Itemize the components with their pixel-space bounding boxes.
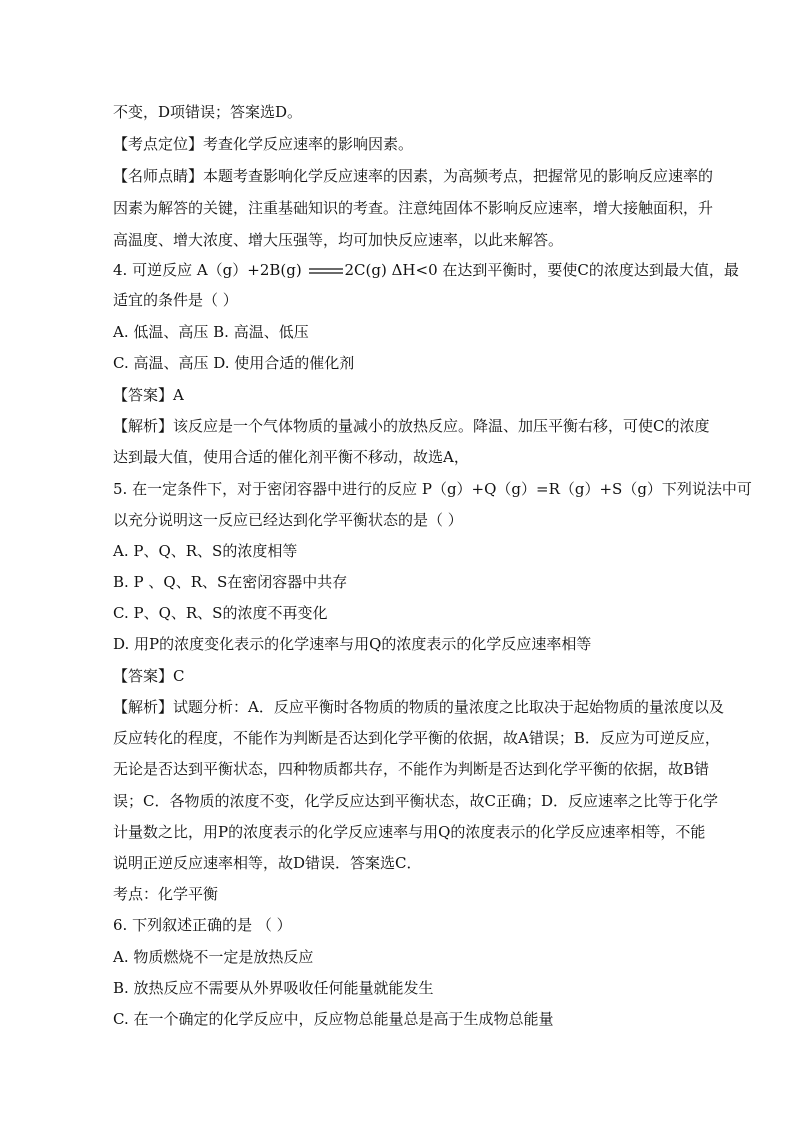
- text-line-mingshi-2: 因素为解答的关键，注重基础知识的考查。注意纯固体不影响反应速率，增大接触面积，升: [113, 199, 714, 217]
- question-5-analysis-2: 反应转化的程度，不能作为判断是否达到化学平衡的依据，故A错误；B．反应为可逆反应，: [113, 729, 720, 747]
- question-4-analysis-2: 达到最大值，使用合适的催化剂平衡不移动，故选A，: [113, 448, 469, 466]
- question-6-option-a: A. 物质燃烧不一定是放热反应: [113, 948, 314, 966]
- question-5-analysis-3: 无论是否达到平衡状态，四种物质都共存，不能作为判断是否达到化学平衡的依据，故B错: [113, 760, 710, 778]
- question-5-option-b: B. P 、Q、R、S在密闭容器中共存: [113, 573, 348, 591]
- question-5-option-d: D. 用P的浓度变化表示的化学速率与用Q的浓度表示的化学反应速率相等: [113, 635, 592, 653]
- text-line-answer-end-prev: 不变，D项错误；答案选D。: [113, 103, 303, 121]
- question-5-analysis-4: 误；C．各物质的浓度不变，化学反应达到平衡状态，故C正确；D．反应速率之比等于化学: [113, 792, 718, 810]
- text-line-mingshi-3: 高温度、增大浓度、增大压强等，均可加快反应速率，以此来解答。: [113, 231, 564, 249]
- question-5-analysis-6: 说明正逆反应速率相等，故D错误．答案选C．: [113, 854, 422, 872]
- equilibrium-arrow-icon: [308, 266, 344, 276]
- question-5-analysis-1: 【解析】试题分析：A．反应平衡时各物质的物质的量浓度之比取决于起始物质的量浓度以及: [113, 698, 724, 716]
- question-5-kaodian: 考点：化学平衡: [113, 885, 219, 903]
- question-4-stem: [113, 254, 739, 286]
- text-line-kaodian: 【考点定位】考查化学反应速率的影响因素。: [113, 135, 414, 153]
- question-4-options-cd: C. 高温、高压 D. 使用合适的催化剂: [113, 354, 355, 372]
- question-4-options-ab: A. 低温、高压 B. 高温、低压: [113, 323, 309, 341]
- text-line-mingshi-1: 【名师点睛】本题考查影响化学反应速率的因素，为高频考点，把握常见的影响反应速率的: [113, 167, 714, 185]
- question-5-stem: 5. 在一定条件下，对于密闭容器中进行的反应 P（g）+Q（g）=R（g）+S（g）下列说法中可: [113, 480, 752, 498]
- question-5-option-c: C. P、Q、R、S的浓度不再变化: [113, 604, 328, 622]
- question-6-option-b: B. 放热反应不需要从外界吸收任何能量就能发生: [113, 979, 434, 997]
- q4-stem-part-b: 2C(g) ΔH<0 在达到平衡时，要使C的浓度达到最大值，最: [344, 261, 739, 279]
- question-4-stem-cont: 适宜的条件是（ ）: [113, 291, 238, 309]
- question-5-answer: 【答案】C: [113, 667, 185, 685]
- question-5-option-a: A. P、Q、R、S的浓度相等: [113, 542, 298, 560]
- q4-stem-part-a: 4. 可逆反应 A（g）+2B(g): [113, 261, 307, 279]
- question-4-answer: 【答案】A: [113, 386, 184, 404]
- question-6-option-c: C. 在一个确定的化学反应中，反应物总能量总是高于生成物总能量: [113, 1010, 554, 1028]
- question-4-analysis-1: 【解析】该反应是一个气体物质的量减小的放热反应。降温、加压平衡右移，可使C的浓度: [113, 417, 710, 435]
- question-5-stem-cont: 以充分说明这一反应已经达到化学平衡状态的是（ ）: [113, 511, 463, 529]
- question-5-analysis-5: 计量数之比，用P的浓度表示的化学反应速率与用Q的浓度表示的化学反应速率相等，不能: [113, 823, 706, 841]
- question-6-stem: 6. 下列叙述正确的是 （ ）: [113, 916, 292, 934]
